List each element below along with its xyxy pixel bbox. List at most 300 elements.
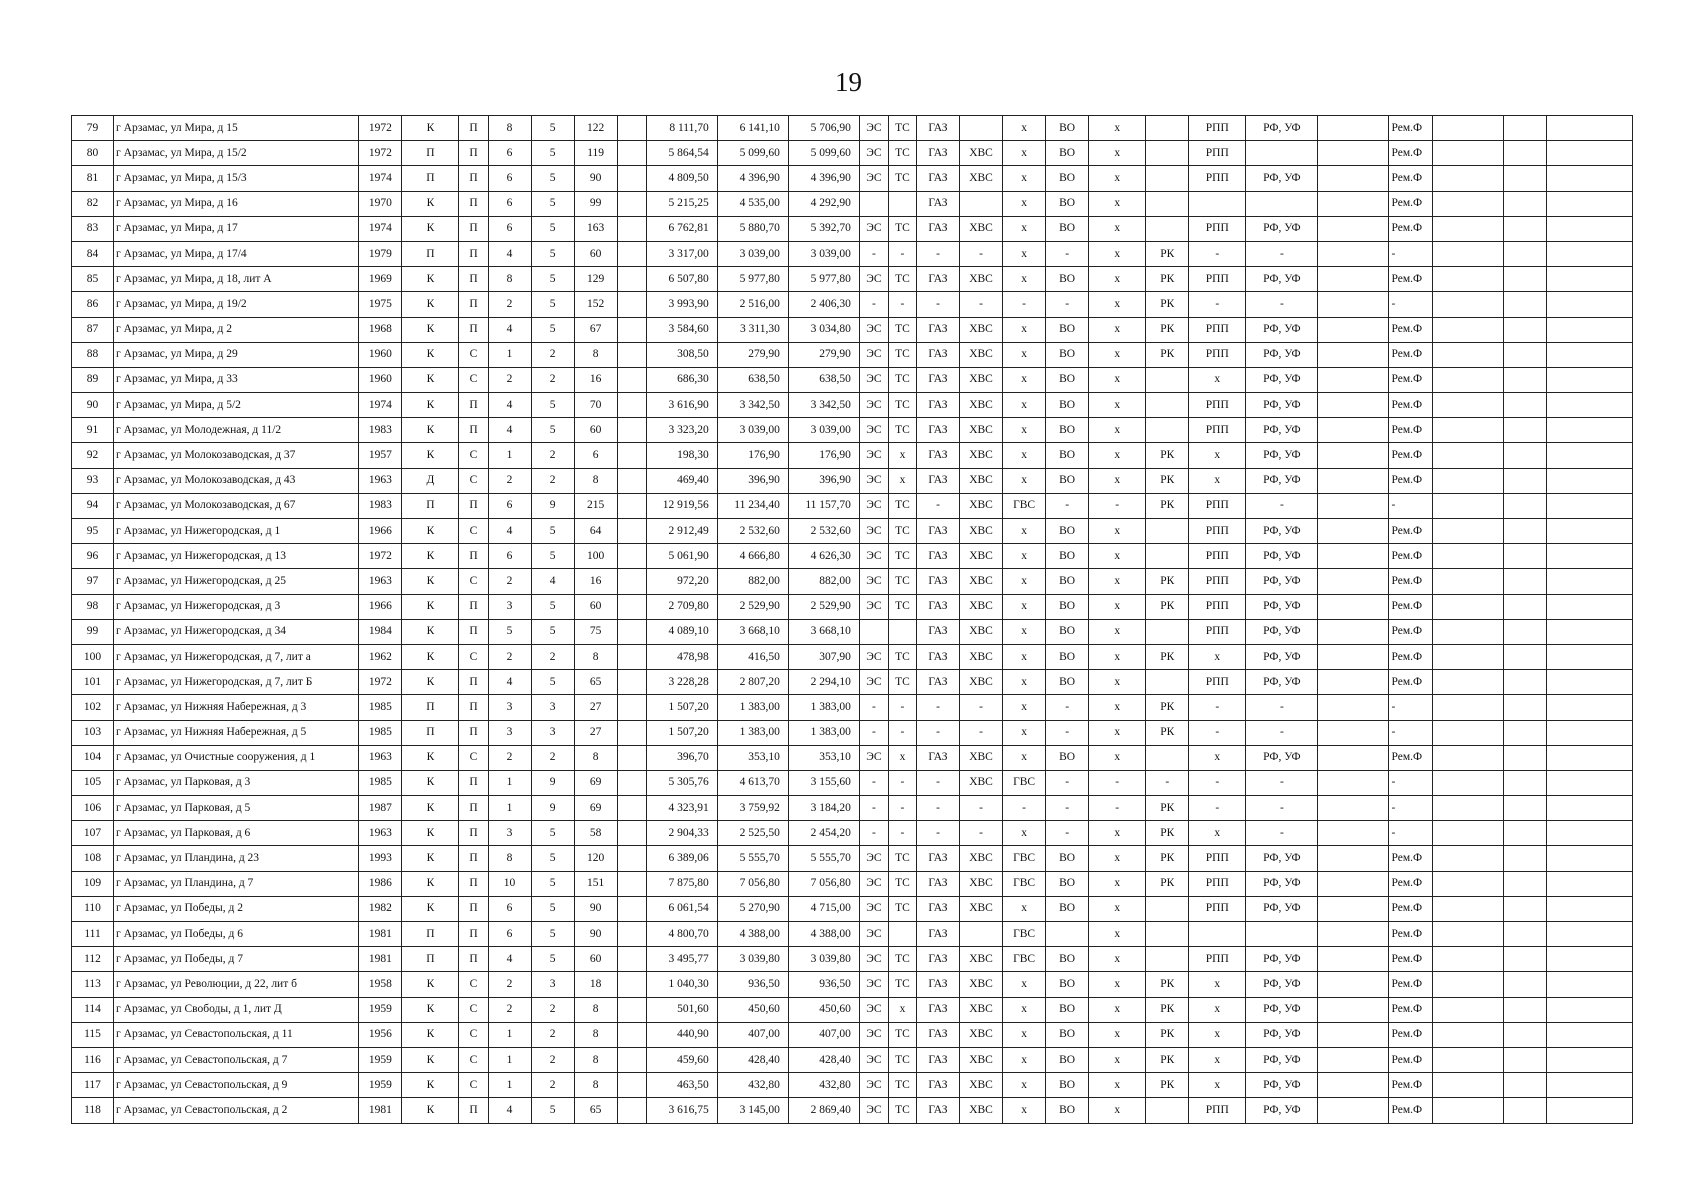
cell-col-23 [1318,166,1389,191]
cell-col-25 [1432,745,1503,770]
cell-col-21: РПП [1189,216,1246,241]
cell-build-year: 1956 [359,1022,402,1047]
cell-floor-material: С [459,745,488,770]
cell-apartments: 60 [574,241,617,266]
cell-total-area: 4 089,10 [646,619,717,644]
cell-storeys: 5 [531,1098,574,1123]
cell-heating: ТС [888,342,916,367]
cell-electricity: - [859,821,888,846]
cell-apartments: 8 [574,342,617,367]
cell-col-23 [1318,972,1389,997]
cell-storeys: 2 [531,1073,574,1098]
cell-storeys: 2 [531,367,574,392]
cell-sewerage: - [1046,292,1089,317]
cell-col-25 [1432,418,1503,443]
cell-floor-material: П [459,267,488,292]
cell-cold-water: ХВС [960,745,1003,770]
cell-electricity: ЭС [859,519,888,544]
cell-address: г Арзамас, ул Молокозаводская, д 67 [114,493,359,518]
cell-total-area: 5 215,25 [646,191,717,216]
cell-col-20 [1146,519,1189,544]
cell-repair-fund: Рем.Ф [1389,670,1432,695]
cell-col-26 [1503,216,1546,241]
cell-storeys: 5 [531,896,574,921]
cell-blank [617,166,646,191]
cell-build-year: 1958 [359,972,402,997]
cell-col-21 [1189,191,1246,216]
cell-col-25 [1432,796,1503,821]
cell-cold-water: ХВС [960,317,1003,342]
cell-build-year: 1963 [359,569,402,594]
cell-wall-material: П [402,166,459,191]
cell-gas: - [916,770,959,795]
cell-electricity: ЭС [859,367,888,392]
cell-address: г Арзамас, ул Севастопольская, д 11 [114,1022,359,1047]
cell-wall-material: К [402,544,459,569]
cell-gas: - [916,241,959,266]
cell-col-25 [1432,116,1503,141]
cell-heating: ТС [888,1047,916,1072]
cell-gas: ГАЗ [916,544,959,569]
cell-col-20 [1146,947,1189,972]
cell-floor-material: П [459,493,488,518]
cell-wall-material: П [402,695,459,720]
cell-living-area: 638,50 [717,367,788,392]
cell-col-21: РПП [1189,493,1246,518]
cell-col-20: РК [1146,997,1189,1022]
cell-cold-water [960,116,1003,141]
cell-entrances: 2 [488,468,531,493]
cell-col-20: РК [1146,292,1189,317]
cell-repair-fund: Рем.Ф [1389,544,1432,569]
cell-repair-fund: Рем.Ф [1389,116,1432,141]
cell-electricity: ЭС [859,317,888,342]
cell-col-23 [1318,896,1389,921]
cell-col-25 [1432,972,1503,997]
cell-col-26 [1503,997,1546,1022]
cell-row-number: 114 [72,997,114,1022]
cell-wall-material: К [402,770,459,795]
cell-col-27 [1546,896,1632,921]
cell-repair-fund: Рем.Ф [1389,468,1432,493]
cell-heating: ТС [888,166,916,191]
cell-col-21: х [1189,644,1246,669]
cell-col-20 [1146,922,1189,947]
table-row [72,670,1633,695]
cell-build-year: 1959 [359,1047,402,1072]
cell-col-20 [1146,670,1189,695]
cell-living-area: 3 668,10 [717,619,788,644]
cell-wall-material: К [402,1098,459,1123]
cell-hot-water: ГВС [1003,922,1046,947]
cell-col-22: РФ, УФ [1246,443,1318,468]
cell-row-number: 101 [72,670,114,695]
cell-total-area: 308,50 [646,342,717,367]
cell-floor-material: С [459,997,488,1022]
cell-electricity: - [859,695,888,720]
cell-gas: ГАЗ [916,947,959,972]
cell-living-area: 3 311,30 [717,317,788,342]
cell-living-area: 3 039,80 [717,947,788,972]
cell-address: г Арзамас, ул Мира, д 17 [114,216,359,241]
cell-col-23 [1318,367,1389,392]
cell-living-area: 5 977,80 [717,267,788,292]
cell-electricity: ЭС [859,1073,888,1098]
cell-floor-material: С [459,342,488,367]
cell-col-23 [1318,796,1389,821]
cell-address: г Арзамас, ул Победы, д 2 [114,896,359,921]
cell-row-number: 108 [72,846,114,871]
cell-col-25 [1432,619,1503,644]
cell-cold-water: ХВС [960,393,1003,418]
cell-living-area: 3 039,00 [717,418,788,443]
cell-col-21: х [1189,1073,1246,1098]
cell-area-3: 5 555,70 [788,846,859,871]
cell-entrances: 4 [488,317,531,342]
cell-blank [617,544,646,569]
cell-entrances: 1 [488,796,531,821]
cell-gas: - [916,796,959,821]
cell-col-26 [1503,569,1546,594]
cell-entrances: 6 [488,141,531,166]
cell-electricity: ЭС [859,997,888,1022]
cell-hot-water: х [1003,1073,1046,1098]
cell-sewerage: ВО [1046,846,1089,871]
table-row [72,947,1633,972]
cell-living-area: 432,80 [717,1073,788,1098]
cell-storeys: 2 [531,997,574,1022]
cell-entrances: 2 [488,367,531,392]
cell-build-year: 1985 [359,720,402,745]
cell-area-3: 279,90 [788,342,859,367]
cell-hot-water: х [1003,594,1046,619]
cell-apartments: 18 [574,972,617,997]
cell-blank [617,116,646,141]
cell-col-23 [1318,443,1389,468]
cell-sewerage: - [1046,720,1089,745]
cell-apartments: 129 [574,267,617,292]
cell-build-year: 1972 [359,141,402,166]
cell-gas: ГАЗ [916,367,959,392]
cell-hot-water: х [1003,443,1046,468]
cell-col-27 [1546,393,1632,418]
table-row [72,745,1633,770]
cell-col-22: РФ, УФ [1246,619,1318,644]
cell-hot-water: х [1003,821,1046,846]
cell-repair-fund: Рем.Ф [1389,418,1432,443]
cell-apartments: 90 [574,922,617,947]
cell-storeys: 5 [531,166,574,191]
table-row [72,619,1633,644]
cell-col-19: х [1089,947,1146,972]
cell-total-area: 1 507,20 [646,695,717,720]
cell-col-20 [1146,745,1189,770]
cell-cold-water: ХВС [960,216,1003,241]
cell-col-21: - [1189,720,1246,745]
cell-repair-fund: Рем.Ф [1389,267,1432,292]
cell-area-3: 3 342,50 [788,393,859,418]
cell-entrances: 2 [488,745,531,770]
cell-col-21: РПП [1189,393,1246,418]
cell-gas: - [916,695,959,720]
table-row [72,292,1633,317]
cell-blank [617,342,646,367]
cell-col-19: х [1089,745,1146,770]
cell-col-25 [1432,947,1503,972]
cell-floor-material: С [459,367,488,392]
cell-col-23 [1318,846,1389,871]
cell-gas: ГАЗ [916,896,959,921]
cell-col-20: РК [1146,493,1189,518]
cell-electricity: ЭС [859,116,888,141]
cell-build-year: 1966 [359,519,402,544]
cell-col-19: х [1089,519,1146,544]
cell-living-area: 882,00 [717,569,788,594]
cell-col-23 [1318,670,1389,695]
cell-blank [617,191,646,216]
cell-row-number: 111 [72,922,114,947]
cell-entrances: 2 [488,972,531,997]
cell-address: г Арзамас, ул Мира, д 29 [114,342,359,367]
cell-col-23 [1318,619,1389,644]
cell-col-21: РПП [1189,594,1246,619]
cell-col-19: х [1089,1098,1146,1123]
cell-floor-material: П [459,166,488,191]
cell-apartments: 67 [574,317,617,342]
cell-area-3: 882,00 [788,569,859,594]
cell-col-19: х [1089,317,1146,342]
cell-sewerage: ВО [1046,216,1089,241]
cell-col-26 [1503,393,1546,418]
cell-col-27 [1546,770,1632,795]
cell-col-26 [1503,544,1546,569]
cell-heating: - [888,720,916,745]
cell-blank [617,292,646,317]
cell-col-20: РК [1146,821,1189,846]
cell-living-area: 2 807,20 [717,670,788,695]
cell-repair-fund: Рем.Ф [1389,367,1432,392]
cell-hot-water: - [1003,292,1046,317]
cell-col-23 [1318,468,1389,493]
cell-entrances: 8 [488,116,531,141]
cell-col-20: РК [1146,468,1189,493]
cell-electricity: ЭС [859,947,888,972]
cell-address: г Арзамас, ул Мира, д 17/4 [114,241,359,266]
cell-living-area: 5 880,70 [717,216,788,241]
table-row [72,342,1633,367]
cell-total-area: 4 800,70 [646,922,717,947]
cell-col-26 [1503,796,1546,821]
cell-sewerage [1046,922,1089,947]
cell-col-21: РПП [1189,569,1246,594]
cell-area-3: 3 039,00 [788,418,859,443]
cell-repair-fund: Рем.Ф [1389,141,1432,166]
cell-col-23 [1318,1098,1389,1123]
cell-cold-water: ХВС [960,1022,1003,1047]
cell-row-number: 91 [72,418,114,443]
cell-col-23 [1318,544,1389,569]
cell-floor-material: П [459,947,488,972]
cell-col-23 [1318,569,1389,594]
cell-col-27 [1546,569,1632,594]
cell-col-25 [1432,695,1503,720]
cell-col-23 [1318,821,1389,846]
cell-col-25 [1432,922,1503,947]
cell-electricity: - [859,796,888,821]
cell-storeys: 5 [531,191,574,216]
cell-total-area: 3 317,00 [646,241,717,266]
cell-hot-water: ГВС [1003,770,1046,795]
cell-wall-material: К [402,896,459,921]
cell-col-22: - [1246,770,1318,795]
table-row [72,1022,1633,1047]
cell-total-area: 3 616,90 [646,393,717,418]
cell-col-23 [1318,519,1389,544]
cell-blank [617,644,646,669]
cell-build-year: 1960 [359,367,402,392]
cell-row-number: 81 [72,166,114,191]
cell-col-20 [1146,191,1189,216]
cell-col-26 [1503,670,1546,695]
cell-wall-material: К [402,997,459,1022]
cell-storeys: 5 [531,267,574,292]
cell-row-number: 84 [72,241,114,266]
cell-row-number: 112 [72,947,114,972]
cell-col-22: - [1246,695,1318,720]
cell-heating: ТС [888,544,916,569]
cell-col-22: РФ, УФ [1246,569,1318,594]
cell-area-3: 407,00 [788,1022,859,1047]
cell-area-3: 432,80 [788,1073,859,1098]
cell-heating: ТС [888,644,916,669]
cell-heating: ТС [888,896,916,921]
cell-sewerage: ВО [1046,594,1089,619]
cell-col-27 [1546,997,1632,1022]
cell-electricity: - [859,241,888,266]
cell-col-19: х [1089,267,1146,292]
cell-floor-material: П [459,922,488,947]
cell-row-number: 93 [72,468,114,493]
cell-apartments: 163 [574,216,617,241]
cell-build-year: 1966 [359,594,402,619]
cell-repair-fund: Рем.Ф [1389,871,1432,896]
cell-col-23 [1318,1022,1389,1047]
cell-electricity [859,619,888,644]
cell-living-area: 11 234,40 [717,493,788,518]
cell-floor-material: С [459,972,488,997]
cell-blank [617,619,646,644]
cell-col-20: РК [1146,569,1189,594]
cell-blank [617,393,646,418]
cell-address: г Арзамас, ул Очистные сооружения, д 1 [114,745,359,770]
cell-total-area: 8 111,70 [646,116,717,141]
cell-row-number: 95 [72,519,114,544]
cell-total-area: 2 912,49 [646,519,717,544]
cell-col-26 [1503,317,1546,342]
cell-cold-water: ХВС [960,947,1003,972]
cell-col-25 [1432,141,1503,166]
cell-col-22: РФ, УФ [1246,367,1318,392]
cell-entrances: 2 [488,292,531,317]
cell-col-19: х [1089,846,1146,871]
cell-build-year: 1987 [359,796,402,821]
cell-col-21: РПП [1189,619,1246,644]
cell-storeys: 3 [531,972,574,997]
cell-col-26 [1503,1073,1546,1098]
cell-build-year: 1962 [359,644,402,669]
cell-col-27 [1546,418,1632,443]
cell-living-area: 176,90 [717,443,788,468]
table-row [72,896,1633,921]
cell-hot-water: х [1003,367,1046,392]
cell-gas: ГАЗ [916,745,959,770]
cell-electricity: ЭС [859,569,888,594]
cell-col-21: х [1189,745,1246,770]
table-row [72,141,1633,166]
cell-cold-water: ХВС [960,267,1003,292]
cell-col-22: РФ, УФ [1246,1047,1318,1072]
cell-hot-water: х [1003,141,1046,166]
cell-total-area: 6 762,81 [646,216,717,241]
cell-col-26 [1503,745,1546,770]
cell-hot-water: х [1003,670,1046,695]
cell-address: г Арзамас, ул Молокозаводская, д 43 [114,468,359,493]
cell-electricity: ЭС [859,544,888,569]
cell-col-27 [1546,594,1632,619]
cell-apartments: 58 [574,821,617,846]
cell-cold-water: - [960,241,1003,266]
cell-col-27 [1546,871,1632,896]
cell-repair-fund: Рем.Ф [1389,216,1432,241]
cell-wall-material: П [402,922,459,947]
cell-entrances: 1 [488,770,531,795]
cell-col-22 [1246,191,1318,216]
cell-address: г Арзамас, ул Нижегородская, д 7, лит а [114,644,359,669]
cell-col-19: х [1089,443,1146,468]
cell-col-25 [1432,644,1503,669]
cell-total-area: 4 809,50 [646,166,717,191]
cell-col-25 [1432,720,1503,745]
cell-apartments: 65 [574,670,617,695]
cell-apartments: 75 [574,619,617,644]
cell-row-number: 106 [72,796,114,821]
cell-entrances: 1 [488,1047,531,1072]
table-row [72,997,1633,1022]
cell-address: г Арзамас, ул Свободы, д 1, лит Д [114,997,359,1022]
cell-total-area: 463,50 [646,1073,717,1098]
cell-build-year: 1979 [359,241,402,266]
cell-address: г Арзамас, ул Нижегородская, д 3 [114,594,359,619]
cell-storeys: 5 [531,418,574,443]
cell-heating: ТС [888,594,916,619]
cell-sewerage: ВО [1046,393,1089,418]
cell-total-area: 440,90 [646,1022,717,1047]
cell-storeys: 5 [531,619,574,644]
cell-electricity: ЭС [859,1022,888,1047]
cell-wall-material: К [402,619,459,644]
cell-wall-material: П [402,720,459,745]
cell-floor-material: С [459,644,488,669]
cell-sewerage: ВО [1046,670,1089,695]
cell-storeys: 2 [531,468,574,493]
cell-apartments: 60 [574,947,617,972]
cell-row-number: 80 [72,141,114,166]
cell-col-21: РПП [1189,519,1246,544]
cell-address: г Арзамас, ул Молодежная, д 11/2 [114,418,359,443]
cell-col-19: х [1089,670,1146,695]
cell-heating: - [888,292,916,317]
cell-entrances: 2 [488,569,531,594]
